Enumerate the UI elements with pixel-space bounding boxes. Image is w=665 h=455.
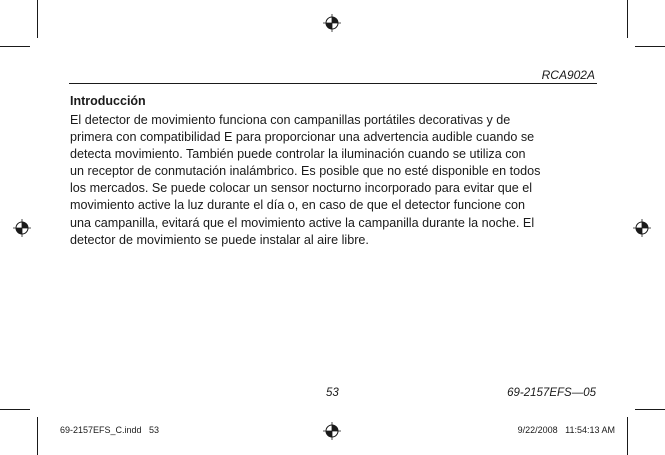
- crop-mark-icon: [635, 46, 665, 47]
- page-number: 53: [326, 387, 339, 399]
- body-line: los mercados. Se puede colocar un sensor nocturno incorporado para evitar que el: [70, 181, 533, 196]
- model-number: RCA902A: [541, 68, 595, 82]
- registration-mark-icon: [633, 219, 651, 237]
- crop-mark-icon: [627, 417, 628, 455]
- crop-mark-icon: [37, 0, 38, 38]
- registration-mark-icon: [13, 219, 31, 237]
- body-line: una campanilla, evitará que el movimiento active la campanilla durante la noche. El: [70, 215, 535, 230]
- body-line: detecta movimiento. También puede controlar la iluminación cuando se utiliza con: [70, 147, 526, 162]
- body-line: movimiento active la luz durante el día o, en caso de que el detector funcione con: [70, 198, 526, 213]
- document-number: 69-2157EFS—05: [507, 387, 596, 399]
- crop-mark-icon: [0, 46, 30, 47]
- registration-mark-icon: [323, 422, 341, 440]
- body-line: El detector de movimiento funciona con campanillas portátiles decorativas y de: [70, 113, 511, 127]
- body-text: [70, 112, 600, 249]
- crop-mark-icon: [37, 417, 38, 455]
- slug-filename: 69-2157EFS_C.indd 53: [60, 425, 160, 435]
- slug-timestamp: 9/22/2008 11:54:13 AM: [517, 425, 615, 435]
- body-line: un receptor de conmutación inalámbrico. Es posible que no esté disponible en todos: [70, 164, 541, 179]
- crop-mark-icon: [627, 0, 628, 38]
- crop-mark-icon: [635, 409, 665, 410]
- registration-mark-icon: [323, 14, 341, 32]
- header-rule: [69, 83, 597, 84]
- body-line: primera con compatibilidad E para proporcionar una advertencia audible cuando se: [70, 130, 535, 145]
- section-heading: Introducción: [70, 94, 146, 108]
- body-line: detector de movimiento se puede instalar al aire libre.: [70, 232, 369, 247]
- crop-mark-icon: [0, 409, 30, 410]
